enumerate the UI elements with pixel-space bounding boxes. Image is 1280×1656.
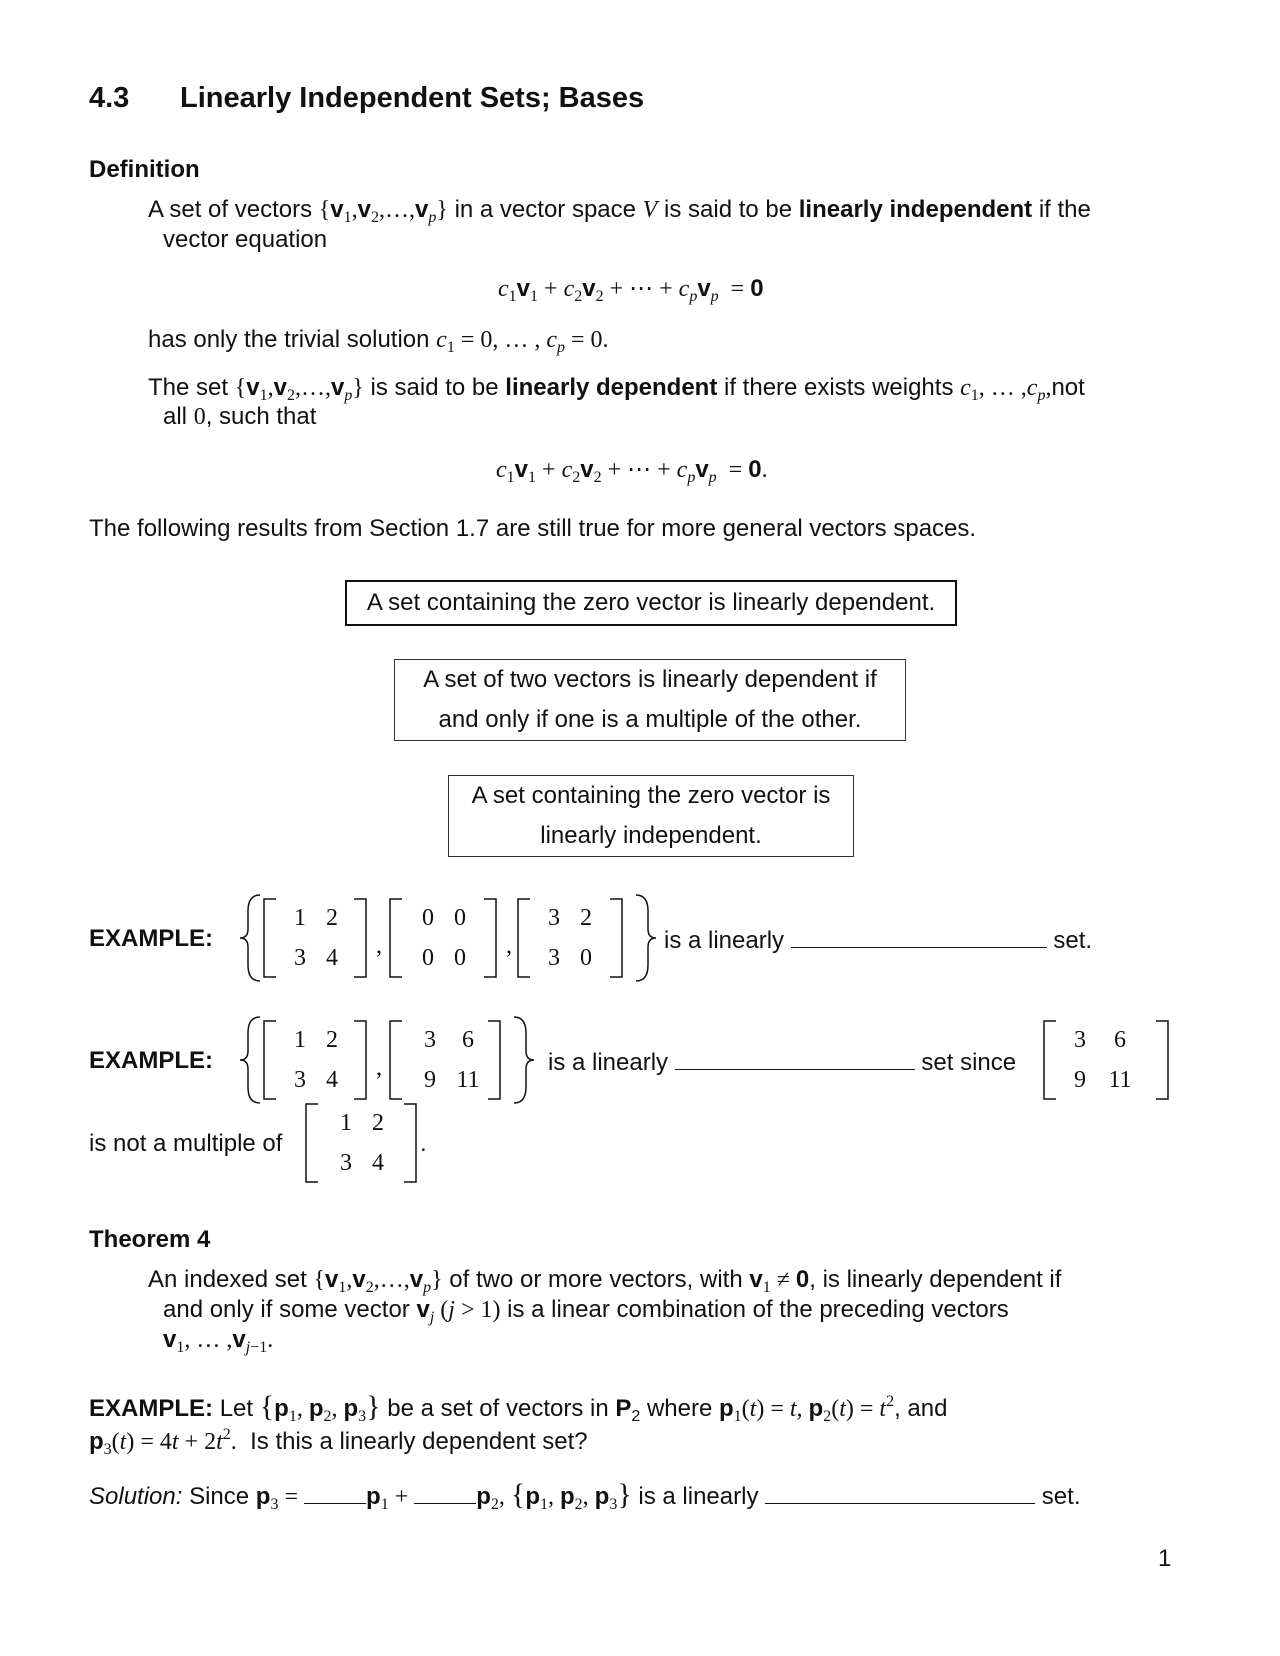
matrix-entry: 1 [294,1027,306,1053]
matrix-entry: 3 [294,1067,306,1093]
theorem-line-2: and only if some vector $v_j$ (j > 1) is a linear combination of the preceding vectors [163,1296,1009,1326]
example-3-solution: Solution: Since $p_3 = p_1 + p_2$, {$p_1$, $p_2$, $p_3$} is a linearly set. [89,1478,1081,1513]
matrix-entry: 4 [372,1150,384,1176]
example-1-label: EXAMPLE: [89,925,214,952]
matrix-entry: 0 [454,945,466,971]
matrix-entry: 3 [548,905,560,931]
example-3-line-2: $p_3(t) = 4t + 2t^2$. Is this a linearly dependent set? [89,1426,588,1458]
answer-blank[interactable] [675,1047,915,1070]
matrix-entry: 0 [454,905,466,931]
matrix-entry: 2 [580,905,592,931]
definition-line-1b: vector equation [163,226,328,253]
theorem-line-1: An indexed set $\{v_1,v_2,\dots,v_p\}$ of two or more vectors, with $v_1 \ne 0$, is linearly dependent if [148,1266,1062,1296]
matrix-entry: 1 [294,905,306,931]
example-2-text-2: is not a multiple of [89,1130,283,1157]
svg-text:,: , [506,933,512,959]
statement-box-2: A set of two vectors is linearly dependent if and only if one is a multiple of the other. [394,659,906,741]
matrix-entry: 3 [294,945,306,971]
section-title: Linearly Independent Sets; Bases [180,82,645,114]
matrix-entry: 3 [424,1027,436,1053]
theorem-line-3: $v_1$, … $,v_{j-1}$. [163,1326,274,1356]
matrix-entry: 4 [326,945,338,971]
example-2-matrix-since [1042,1015,1172,1105]
example-2-label: EXAMPLE: [89,1047,214,1074]
matrix-entry: 9 [424,1067,436,1093]
coefficient-blank-2[interactable] [414,1481,476,1504]
definition-heading: Definition [89,156,200,183]
svg-text:,: , [376,1055,382,1081]
statement-box-1: A set containing the zero vector is linearly dependent. [345,580,957,626]
matrix-entry: 2 [372,1110,384,1136]
matrix-entry: 1 [340,1110,352,1136]
matrix-entry: 6 [1114,1027,1126,1053]
theorem-heading: Theorem 4 [89,1226,211,1253]
intro-text: The following results from Section 1.7 are still true for more general vectors spaces. [89,515,977,542]
example-3-line-1: EXAMPLE: Let {$p_1$, $p_2$, $p_3$} be a set of vectors in $P_2$ where $p_1(t) = t$, $p_2(t) = t^2$, and [89,1390,948,1425]
matrix-entry: 2 [326,1027,338,1053]
example-2-period: . [420,1130,427,1157]
definition-line-3: The set $\{v_1,v_2,\dots,v_p\}$ is said to be linearly dependent if there exists weights $c_1$, … $,c_p,not$ [148,374,1085,404]
example-1-set [238,893,658,983]
example-2-set [238,1015,538,1105]
equation-2: $c_1v_1 + c_2v_2$ + ⋯ + $c_pv_p = 0$. [496,456,768,486]
section-number: 4.3 [89,82,130,114]
coefficient-blank-1[interactable] [304,1481,366,1504]
matrix-entry: 3 [1074,1027,1086,1053]
equation-1: $c_1v_1 + c_2v_2$ + ⋯ + $c_pv_p = 0$ [498,275,764,305]
definition-line-3b: all 0, such that [163,403,317,430]
definition-line-1: A set of vectors $\{v_1,v_2,\dots,v_p\}$ in a vector space V is said to be linearly independent if the [148,196,1091,226]
svg-text:,: , [376,933,382,959]
matrix-entry: 2 [326,905,338,931]
statement-box-3: A set containing the zero vector is linearly independent. [448,775,854,857]
matrix-entry: 0 [580,945,592,971]
matrix-entry: 6 [462,1027,474,1053]
page-number: 1 [1158,1545,1172,1572]
matrix-entry: 9 [1074,1067,1086,1093]
definition-line-2: has only the trivial solution $c_1 = 0$, … , $c_p = 0$. [148,326,609,356]
matrix-entry: 4 [326,1067,338,1093]
example-2-text: is a linearly set since [548,1049,1017,1076]
example-2-matrix-multiple [304,1098,434,1188]
matrix-entry: 0 [422,945,434,971]
answer-blank[interactable] [765,1481,1035,1504]
matrix-entry: 3 [340,1150,352,1176]
matrix-entry: 11 [1108,1067,1132,1093]
matrix-entry: 3 [548,945,560,971]
matrix-entry: 0 [422,905,434,931]
matrix-entry: 11 [456,1067,480,1093]
answer-blank[interactable] [791,925,1047,948]
example-1-text: is a linearly set. [664,927,1093,954]
